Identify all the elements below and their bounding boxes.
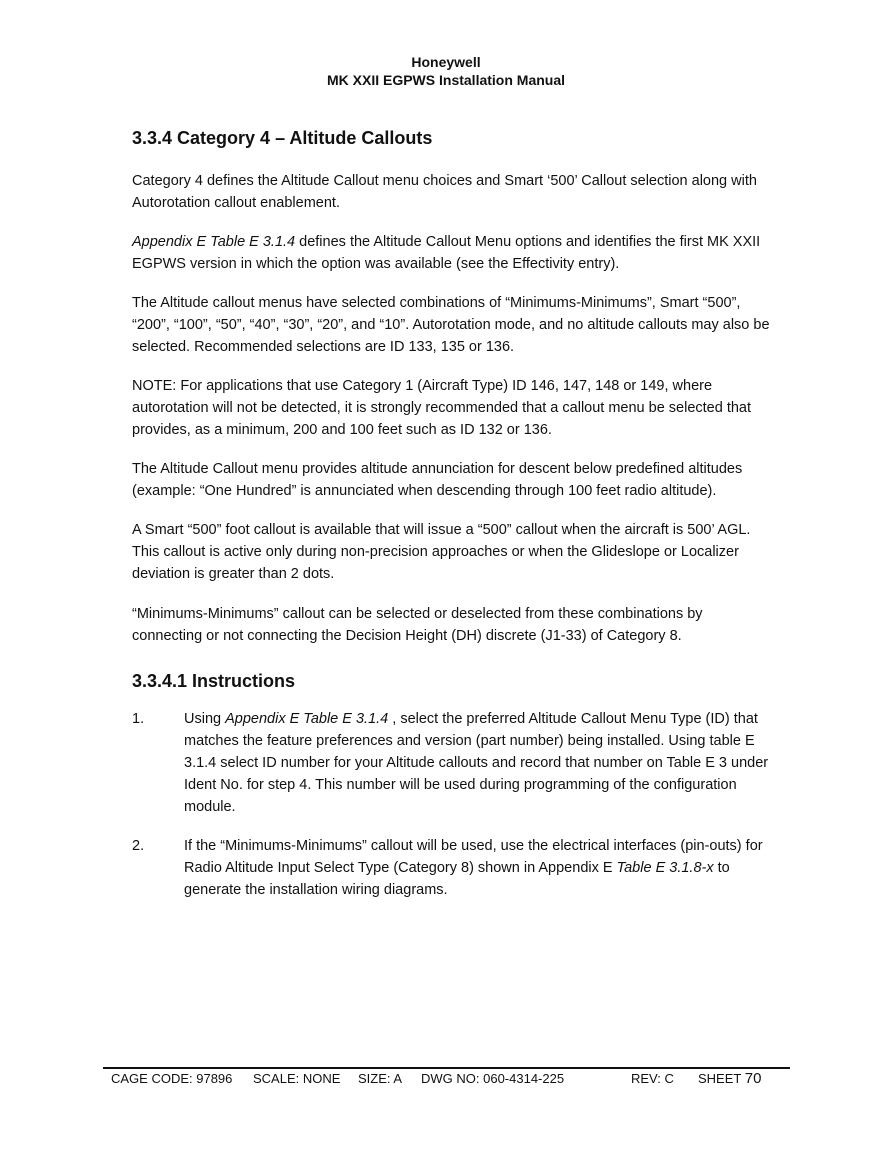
instruction-text-pre: Using (184, 711, 226, 727)
instruction-number: 2. (132, 838, 145, 854)
paragraph-minimums: “Minimums-Minimums” callout can be selected or deselected from these combinations by connecting or not connecting the Decision Height (DH) discrete (J1-33) of Category 8. (132, 606, 703, 644)
paragraph-annunciation: The Altitude Callout menu provides altitude annunciation for descent below predefined altitudes (example: “One Hundred” is annunciated when descending through 100 feet radio altitude). (132, 461, 743, 499)
instruction-text-pre: If the “Minimums-Minimums” callout will be used, use the electrical interfaces (pin-outs) for Radio Altitude Input Select Type (Category 8) shown in Appendix E (184, 838, 763, 876)
paragraph-appendix-text: defines the Altitude Callout Menu options and identifies the first MK XXII EGPWS version in which the option was available (see the Effectivity entry). (132, 234, 761, 272)
subsection-heading: 3.3.4.1 Instructions (132, 671, 296, 691)
instruction-number: 1. (132, 711, 145, 727)
instruction-text-post: , select the preferred Altitude Callout Menu Type (ID) that matches the feature preferences and version (part number) being installed. Using table E 3.1.4 select ID number for your Altitude callouts and record that number on Table E 3 under Ident No. for step 4. This number will be used during programming of the configuration module. (184, 711, 769, 815)
header-manual-title: MK XXII EGPWS Installation Manual (326, 72, 566, 88)
footer-cage-code: CAGE CODE: 97896 (111, 1071, 233, 1086)
appendix-reference: Appendix E Table E 3.1.4 (132, 234, 296, 250)
footer-sheet (698, 1071, 761, 1087)
footer-rev: REV: C (631, 1071, 674, 1086)
footer-scale: SCALE: NONE (253, 1071, 341, 1086)
footer-size: SIZE: A (358, 1071, 403, 1086)
instruction-text-post: to generate the installation wiring diagrams. (184, 860, 730, 898)
footer-sheet-number: 70 (744, 1070, 762, 1087)
footer-dwg-no: DWG NO: 060-4314-225 (421, 1071, 565, 1086)
instruction-text (184, 835, 774, 901)
footer-rule (103, 1067, 790, 1069)
paragraph-note: NOTE: For applications that use Category 1 (Aircraft Type) ID 146, 147, 148 or 149, where autorotation will not be detected, it is strongly recommended that a callout menu be selected that provides, as a minimum, 200 and 100 feet such as ID 132 or 136. (132, 378, 752, 438)
footer-sheet-label: SHEET (698, 1071, 742, 1086)
instruction-text (184, 708, 774, 818)
appendix-reference: Appendix E Table E 3.1.4 (225, 711, 389, 727)
paragraph-intro: Category 4 defines the Altitude Callout menu choices and Smart ‘500’ Callout selection along with Autorotation callout enablement. (132, 173, 757, 211)
paragraph-smart-500: A Smart “500” foot callout is available that will issue a “500” callout when the aircraft is 500’ AGL. This callout is active only during non-precision approaches or when the Glideslope or Localizer deviation is greater than 2 dots. (132, 522, 751, 582)
paragraph-appendix-ref (132, 231, 772, 275)
page-header (0, 53, 892, 89)
paragraph-callout-menus: The Altitude callout menus have selected combinations of “Minimums-Minimums”, Smart “500”, “200”, “100”, “50”, “40”, “30”, “20”, and “10”. Autorotation mode, and no altitude callouts may also be selected. Recommended selections are ID 133, 135 or 136. (132, 295, 770, 355)
table-reference: Table E 3.1.8-x (616, 860, 714, 876)
header-company: Honeywell (411, 54, 481, 70)
section-heading: 3.3.4 Category 4 – Altitude Callouts (132, 128, 433, 148)
